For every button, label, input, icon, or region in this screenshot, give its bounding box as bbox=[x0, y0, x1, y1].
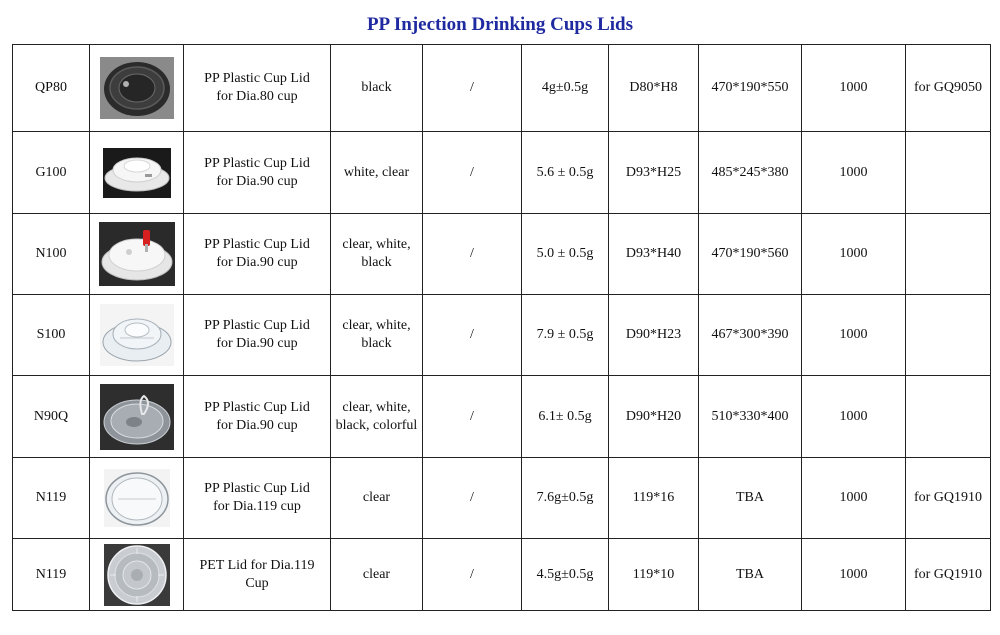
product-image-cell bbox=[90, 458, 184, 539]
weight: 7.6g±0.5g bbox=[522, 458, 609, 539]
note bbox=[906, 132, 991, 214]
table-row bbox=[13, 376, 991, 458]
white-sip-lid-icon bbox=[103, 148, 171, 198]
carton-size: TBA bbox=[699, 458, 802, 539]
note: for GQ9050 bbox=[906, 45, 991, 132]
table-row bbox=[13, 295, 991, 376]
note bbox=[906, 376, 991, 458]
dimensions: D93*H40 bbox=[609, 214, 699, 295]
slash-cell: / bbox=[423, 458, 522, 539]
embossed-pet-lid-icon bbox=[104, 544, 170, 606]
product-description: PP Plastic Cup Lid for Dia.90 cup bbox=[184, 214, 331, 295]
quantity: 1000 bbox=[802, 295, 906, 376]
product-description: PP Plastic Cup Lid for Dia.90 cup bbox=[184, 376, 331, 458]
clear-dome-lid-icon bbox=[100, 304, 174, 366]
model-code: N100 bbox=[13, 214, 90, 295]
product-image-cell bbox=[90, 214, 184, 295]
note: for GQ1910 bbox=[906, 539, 991, 611]
note: for GQ1910 bbox=[906, 458, 991, 539]
slash-cell: / bbox=[423, 45, 522, 132]
product-description: PP Plastic Cup Lid for Dia.90 cup bbox=[184, 295, 331, 376]
model-code: S100 bbox=[13, 295, 90, 376]
carton-size: 467*300*390 bbox=[699, 295, 802, 376]
model-code: N119 bbox=[13, 458, 90, 539]
clear-pull-ring-lid-icon bbox=[100, 384, 174, 450]
quantity: 1000 bbox=[802, 132, 906, 214]
quantity: 1000 bbox=[802, 539, 906, 611]
table-row bbox=[13, 214, 991, 295]
carton-size: TBA bbox=[699, 539, 802, 611]
dimensions: D80*H8 bbox=[609, 45, 699, 132]
carton-size: 485*245*380 bbox=[699, 132, 802, 214]
carton-size: 510*330*400 bbox=[699, 376, 802, 458]
table-row bbox=[13, 539, 991, 611]
color-options: clear bbox=[331, 539, 423, 611]
weight: 4.5g±0.5g bbox=[522, 539, 609, 611]
slash-cell: / bbox=[423, 295, 522, 376]
product-image-cell bbox=[90, 295, 184, 376]
quantity: 1000 bbox=[802, 214, 906, 295]
dimensions: D90*H23 bbox=[609, 295, 699, 376]
model-code: N119 bbox=[13, 539, 90, 611]
weight: 6.1± 0.5g bbox=[522, 376, 609, 458]
slash-cell: / bbox=[423, 539, 522, 611]
product-description: PP Plastic Cup Lid for Dia.80 cup bbox=[184, 45, 331, 132]
table-row bbox=[13, 458, 991, 539]
color-options: clear, white, black bbox=[331, 214, 423, 295]
model-code: QP80 bbox=[13, 45, 90, 132]
color-options: clear, white, black, colorful bbox=[331, 376, 423, 458]
weight: 7.9 ± 0.5g bbox=[522, 295, 609, 376]
quantity: 1000 bbox=[802, 458, 906, 539]
dimensions: D90*H20 bbox=[609, 376, 699, 458]
slash-cell: / bbox=[423, 376, 522, 458]
note bbox=[906, 214, 991, 295]
product-description: PP Plastic Cup Lid for Dia.90 cup bbox=[184, 132, 331, 214]
product-image-cell bbox=[90, 45, 184, 132]
quantity: 1000 bbox=[802, 45, 906, 132]
dimensions: 119*16 bbox=[609, 458, 699, 539]
weight: 4g±0.5g bbox=[522, 45, 609, 132]
weight: 5.6 ± 0.5g bbox=[522, 132, 609, 214]
black-cup-lid-icon bbox=[100, 57, 174, 119]
carton-size: 470*190*560 bbox=[699, 214, 802, 295]
product-image-cell bbox=[90, 132, 184, 214]
page-title: PP Injection Drinking Cups Lids bbox=[366, 14, 634, 35]
white-lid-red-plug-icon bbox=[99, 222, 175, 286]
clear-flat-lid-icon bbox=[104, 469, 170, 527]
product-description: PP Plastic Cup Lid for Dia.119 cup bbox=[184, 458, 331, 539]
color-options: white, clear bbox=[331, 132, 423, 214]
note bbox=[906, 295, 991, 376]
quantity: 1000 bbox=[802, 376, 906, 458]
color-options: black bbox=[331, 45, 423, 132]
slash-cell: / bbox=[423, 132, 522, 214]
color-options: clear bbox=[331, 458, 423, 539]
dimensions: D93*H25 bbox=[609, 132, 699, 214]
model-code: G100 bbox=[13, 132, 90, 214]
model-code: N90Q bbox=[13, 376, 90, 458]
color-options: clear, white, black bbox=[331, 295, 423, 376]
carton-size: 470*190*550 bbox=[699, 45, 802, 132]
product-description: PET Lid for Dia.119 Cup bbox=[184, 539, 331, 611]
product-table bbox=[12, 44, 991, 611]
slash-cell: / bbox=[423, 214, 522, 295]
table-row bbox=[13, 45, 991, 132]
product-image-cell bbox=[90, 539, 184, 611]
table-row bbox=[13, 132, 991, 214]
dimensions: 119*10 bbox=[609, 539, 699, 611]
weight: 5.0 ± 0.5g bbox=[522, 214, 609, 295]
product-image-cell bbox=[90, 376, 184, 458]
